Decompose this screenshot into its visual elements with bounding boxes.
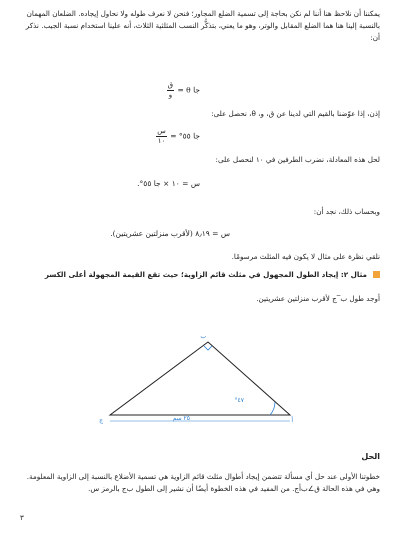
solution-paragraph: خطوتنا الأولى عند حل أي مسألة تتضمن إيجاد أطوال مثلث قائم الزاوية هي تسمية الأضلاع بالنسبة إلى الزاوية المعلومة. وهي في هذه الحالة ق∠ب‌أج. من المفيد في هذه الخطوة أيضًا أن نشير إلى الطول ب‌ج بالرمز س.	[26, 472, 380, 493]
eq1-lhs: جا θ =	[177, 85, 200, 95]
example-bullet-icon	[373, 271, 380, 278]
calculation-paragraph: وبحساب ذلك، نجد أن:	[313, 207, 380, 216]
eq2-fraction	[156, 128, 167, 145]
vertex-b-label: ب	[200, 333, 206, 340]
substitute-paragraph: إذن، إذا عوّضنا بالقيم التي لدينا عن ق، و، θ، نحصل على:	[211, 109, 380, 118]
eq2-denominator: ١٠	[157, 137, 166, 145]
multiplied-equation: س = ١٠ × جا ٥٥°.	[137, 179, 200, 188]
solution-heading: الحل	[361, 452, 380, 461]
transition-paragraph: نلقي نظرة على مثال لا يكون فيه المثلث مرسومًا.	[231, 252, 380, 261]
vertex-a-label: أ	[291, 417, 293, 424]
sine-definition-equation	[166, 82, 200, 99]
eq2-lhs: جا ٥٥° =	[170, 131, 200, 141]
vertex-c-label: ج	[99, 417, 103, 424]
right-triangle-diagram	[100, 330, 300, 430]
example-task: أوجد طول ب‾ج لأقرب منزلتين عشريتين.	[256, 294, 380, 303]
eq1-numerator: ق	[167, 81, 174, 89]
example-heading	[45, 269, 380, 281]
angle-arc	[270, 402, 275, 415]
result-equation: س = ٨٫١٩ (لأقرب منزلتين عشريتين).	[110, 229, 230, 238]
substituted-equation	[155, 128, 200, 145]
eq1-fraction	[167, 82, 174, 99]
page-number: ٣	[20, 514, 24, 523]
solve-paragraph: لحل هذه المعادلة، نضرب الطرفين في ١٠ لنحصل على:	[215, 155, 380, 164]
eq2-numerator: س	[157, 127, 166, 135]
side-length-label: ٢٥ سم	[172, 415, 190, 422]
right-angle-marker	[204, 346, 212, 350]
eq1-denominator: و	[168, 91, 173, 99]
angle-label: ٤٧°	[234, 397, 244, 404]
example-title: مثال ٢: إيجاد الطول المجهول في مثلث قائم الزاوية؛ حيث تقع القيمة المجهولة أعلى الكسر	[44, 270, 367, 279]
intro-paragraph: يمكننا أن نلاحظ هنا أننا لم نكن بحاجة إلى تسمية الضلع المجاور؛ فنحن لا نعرف طوله ولا نحاول إيجاده. الضلعان المهمان بالنسبة إلينا هنا هما الضلع المقابل والوتر، وهو ما يعني، بتذكُّر النسب المثلثية الثلاث، أنه علينا استخدام نسبة الجيب. نذكر أن:	[25, 9, 380, 42]
triangle-outline	[110, 342, 290, 415]
